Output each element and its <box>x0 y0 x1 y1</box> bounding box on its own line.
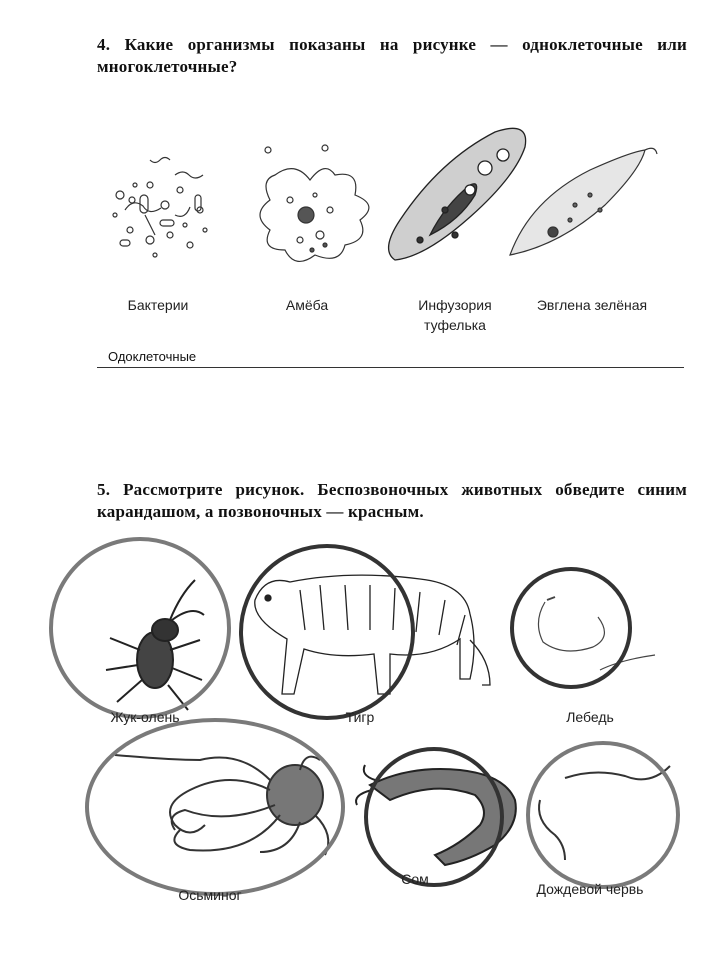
label-amoeba: Амёба <box>285 297 329 313</box>
worm-circle <box>528 743 678 887</box>
label-bacteria: Бактерии <box>127 297 189 313</box>
label-euglena: Эвглена зелёная <box>536 297 648 313</box>
paramecium-illustration <box>389 128 526 260</box>
swan-circle <box>512 569 630 687</box>
question-4-number: 4. <box>97 35 111 54</box>
earthworm-illustration <box>539 766 670 860</box>
handwritten-answer: Одоклеточные <box>108 349 197 364</box>
label-paramecium-line1: Инфузория <box>418 297 492 313</box>
label-tiger: Тигр <box>345 709 375 725</box>
euglena-illustration <box>510 148 657 255</box>
tiger-illustration <box>255 575 490 694</box>
stag-beetle-illustration <box>106 580 204 710</box>
label-octopus: Осьминог <box>178 887 242 903</box>
beetle-circle <box>51 539 229 717</box>
bacteria-illustration <box>113 158 207 258</box>
question-5-number: 5. <box>97 480 111 499</box>
question-5 <box>97 479 687 523</box>
answer-line <box>97 367 684 368</box>
question-5-text: Рассмотрите рисунок. Беспозвоночных животных обведите синим карандашом, а позвоночных — красным. <box>97 480 687 521</box>
amoeba-illustration <box>260 145 369 261</box>
tiger-circle <box>241 546 413 718</box>
question-4-text: Какие организмы показаны на рисунке — одноклеточные или многоклеточные? <box>97 35 687 76</box>
label-paramecium-line2: туфелька <box>424 317 486 333</box>
label-stag-beetle: Жук-олень <box>110 709 180 725</box>
label-earthworm: Дождевой червь <box>536 881 644 897</box>
octopus-illustration <box>115 755 328 855</box>
label-catfish: Сом <box>401 871 429 887</box>
swan-illustration <box>538 597 655 670</box>
label-swan: Лебедь <box>566 709 614 725</box>
